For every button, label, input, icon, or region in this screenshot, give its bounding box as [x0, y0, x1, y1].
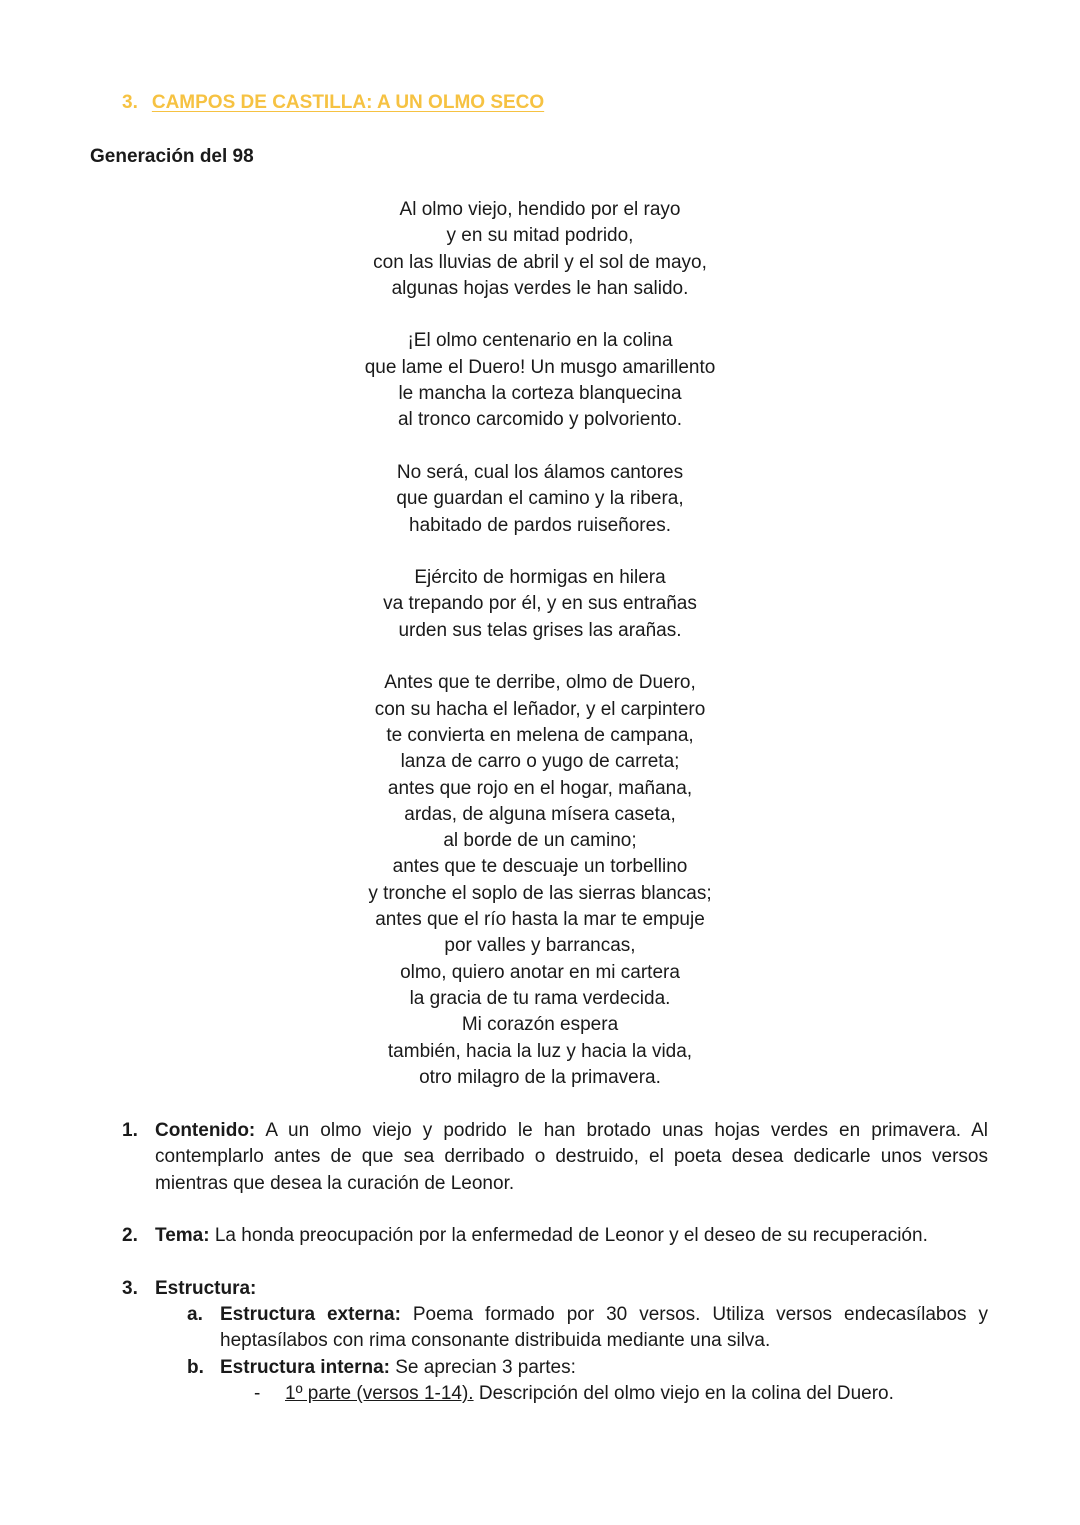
verse: que guardan el camino y la ribera, [396, 488, 684, 510]
analysis-list [0, 1118, 1080, 1407]
verse: te convierta en melena de campana, [386, 724, 694, 746]
verse: Al olmo viejo, hendido por el rayo [399, 199, 681, 220]
list-marker: 1. [122, 1120, 138, 1141]
verse: le mancha la corteza blanquecina [398, 383, 682, 405]
verse: va trepando por él, y en sus entrañas [383, 593, 697, 615]
interna-text: Se aprecian 3 partes: [389, 1356, 576, 1378]
subitem-externa [187, 1302, 988, 1355]
stanza-5 [0, 670, 1080, 1091]
list-item-estructura [122, 1276, 988, 1302]
subheading: Generación del 98 [90, 146, 254, 167]
verse: Mi corazón espera [461, 1014, 619, 1036]
list-marker: b. [187, 1356, 204, 1378]
verse: urden sus telas grises las arañas. [398, 619, 682, 641]
parte-1-label: 1º parte (versos 1-14). [285, 1382, 474, 1404]
verse: algunas hojas verdes le han salido. [391, 277, 689, 299]
contenido-label: Contenido: [155, 1120, 256, 1141]
section-heading [122, 92, 544, 114]
externa-text: Poema formado por 30 versos. Utiliza versos endecasílabos y heptasílabos con rima consonante distribuida mediante una silva. [220, 1304, 988, 1352]
verse: Ejército de hormigas en hilera [414, 567, 666, 589]
list-marker: 3. [122, 1277, 138, 1299]
verse: por valles y barrancas, [444, 935, 636, 957]
stanza-4 [0, 565, 1080, 644]
poem [0, 197, 1080, 1091]
verse: lanza de carro o yugo de carreta; [400, 751, 680, 773]
verse: y en su mitad podrido, [446, 225, 634, 247]
section-number: 3. [122, 92, 138, 113]
verse: olmo, quiero anotar en mi cartera [400, 961, 680, 983]
verse: habitado de pardos ruiseñores. [409, 514, 671, 536]
list-marker: a. [187, 1304, 203, 1326]
parte-1-text: Descripción del olmo viejo en la colina del Duero. [473, 1382, 894, 1404]
tema-label: Tema: [155, 1225, 210, 1247]
estructura-subitems [155, 1302, 988, 1407]
stanza-1 [0, 197, 1080, 302]
verse: otro milagro de la primavera. [419, 1066, 661, 1088]
stanza-2 [0, 328, 1080, 433]
verse: al borde de un camino; [443, 830, 637, 852]
parte-1-item [254, 1381, 988, 1407]
section-title: CAMPOS DE CASTILLA: A UN OLMO SECO [151, 92, 545, 113]
externa-label: Estructura externa: [220, 1304, 401, 1326]
verse: también, hacia la luz y hacia la vida, [387, 1040, 693, 1062]
dash-marker: - [254, 1382, 261, 1404]
verse: No será, cual los álamos cantores [396, 461, 684, 483]
subitem-interna [187, 1355, 988, 1381]
verse: al tronco carcomido y polvoriento. [397, 409, 683, 431]
verse: ¡El olmo centenario en la colina [407, 330, 673, 352]
verse: con su hacha el leñador, y el carpintero [374, 698, 706, 720]
list-item-tema [122, 1223, 988, 1249]
tema-text: La honda preocupación por la enfermedad de Leonor y el deseo de su recuperación. [209, 1225, 928, 1247]
verse: con las lluvias de abril y el sol de mayo, [373, 251, 707, 273]
list-item-contenido [122, 1118, 988, 1197]
verse: la gracia de tu rama verdecida. [409, 987, 671, 1009]
verse: antes que rojo en el hogar, mañana, [387, 777, 693, 799]
verse: ardas, de alguna mísera caseta, [404, 803, 676, 825]
interna-label: Estructura interna: [220, 1356, 390, 1378]
verse: y tronche el soplo de las sierras blancas; [368, 882, 712, 904]
estructura-label: Estructura: [155, 1277, 257, 1299]
list-marker: 2. [122, 1225, 138, 1247]
verse: antes que te descuaje un torbellino [392, 856, 688, 878]
verse: antes que el río hasta la mar te empuje [375, 909, 705, 931]
stanza-3 [0, 460, 1080, 539]
verse: que lame el Duero! Un musgo amarillento [364, 356, 716, 378]
verse: Antes que te derribe, olmo de Duero, [384, 672, 696, 694]
contenido-text: A un olmo viejo y podrido le han brotado unas hojas verdes en primavera. Al contemplarlo antes de que sea derribado o destruido, el poeta desea dedicarle unos versos mientras que desea la curación de Leonor. [155, 1120, 988, 1194]
